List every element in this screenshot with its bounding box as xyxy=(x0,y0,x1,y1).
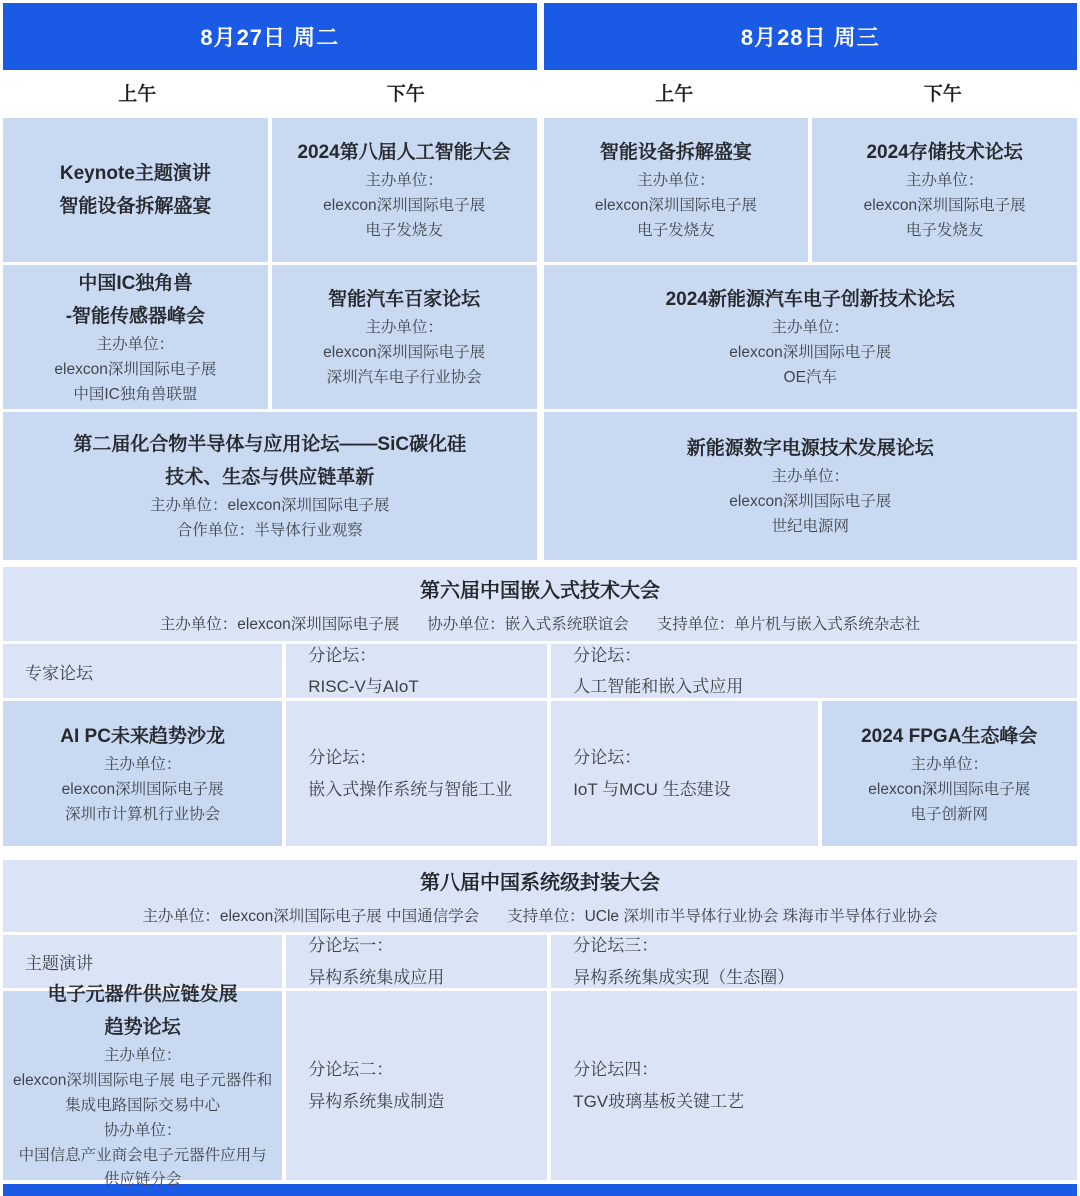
event-title: -智能传感器峰会 xyxy=(65,305,206,327)
keynote-label: 主题演讲 xyxy=(3,935,282,988)
section-organizers xyxy=(160,612,920,634)
day1-am-label: 上午 xyxy=(118,84,157,105)
embedded-expert-forum-row xyxy=(3,644,1077,698)
embedded-aipc-fpga-row xyxy=(3,701,1077,846)
event-sic-compound-semiconductor-forum xyxy=(3,412,537,560)
event-title: 智能设备拆解盛宴 xyxy=(599,142,752,164)
event-title: 中国IC独角兽 xyxy=(78,272,193,294)
event-title: 新能源数字电源技术发展论坛 xyxy=(686,438,934,460)
event-organizer: elexcon深圳国际电子展 xyxy=(868,780,1031,798)
subforum-iot-mcu xyxy=(551,701,817,846)
subforum-topic: 嵌入式操作系统与智能工业 xyxy=(308,779,513,799)
subforum-embedded-os xyxy=(286,701,547,846)
event-title: 2024 FPGA生态峰会 xyxy=(861,725,1038,747)
section-organizer: 主办单位：elexcon深圳国际电子展 xyxy=(159,616,400,633)
section-organizer: 协办单位：嵌入式系统联谊会 xyxy=(427,616,629,633)
event-organizer: 深圳市计算机行业协会 xyxy=(65,805,221,823)
event-organizer: 主办单位： xyxy=(637,172,715,190)
day1-header: 8月27日 周二 xyxy=(3,3,537,70)
event-organizer: elexcon深圳国际电子展 电子元器件和集成电路国际交易中心 xyxy=(13,1072,273,1114)
event-organizer: elexcon深圳国际电子展 xyxy=(323,197,486,215)
event-title: 智能汽车百家论坛 xyxy=(328,289,481,311)
event-ai-pc-salon xyxy=(3,701,282,846)
event-organizer: 主办单位：elexcon深圳国际电子展 xyxy=(150,497,390,515)
subforum-label: 分论坛一： xyxy=(308,936,394,956)
event-organizer: 电子发烧友 xyxy=(637,222,715,240)
subforum-label: 分论坛三： xyxy=(573,936,659,956)
event-storage-forum xyxy=(812,118,1077,262)
subforum-1-hetero-integration-apps xyxy=(286,935,547,988)
day2-am-label: 上午 xyxy=(655,84,694,105)
event-organizer: 主办单位： xyxy=(905,172,984,190)
event-ic-unicorn-sensor-summit xyxy=(3,265,268,409)
event-organizer: 主办单位： xyxy=(365,172,443,190)
subforum-label: 分论坛四： xyxy=(573,1060,659,1080)
subforum-topic: 异构系统集成实现（生态圈） xyxy=(573,967,795,987)
subforum-4-tgv-glass-substrate xyxy=(551,991,1077,1180)
subforum-3-hetero-integration-ecosystem xyxy=(551,935,1077,988)
event-device-teardown xyxy=(544,118,809,262)
event-organizer: 主办单位： xyxy=(771,468,849,486)
event-ai-conference xyxy=(272,118,537,262)
section-organizers xyxy=(142,904,937,926)
event-smart-car-forum xyxy=(272,265,537,409)
subforum-label: 分论坛： xyxy=(308,645,377,665)
agenda-row-3 xyxy=(3,412,1077,560)
section-organizer: 主办单位：elexcon深圳国际电子展 中国通信学会 xyxy=(142,908,480,925)
event-organizer: 中国IC独角兽联盟 xyxy=(73,385,198,403)
section-title: 第八届中国系统级封装大会 xyxy=(420,872,660,894)
event-title: Keynote主题演讲 xyxy=(59,162,211,184)
event-title: 技术、生态与供应链革新 xyxy=(165,467,375,489)
event-organizer: elexcon深圳国际电子展 xyxy=(54,360,217,378)
event-title: AI PC未来趋势沙龙 xyxy=(60,725,225,747)
agenda-row-2 xyxy=(3,265,1077,409)
event-organizer: 深圳汽车电子行业协会 xyxy=(326,369,482,387)
sip-last-row xyxy=(3,983,1077,1189)
event-title: 趋势论坛 xyxy=(104,1017,181,1039)
day-header-row xyxy=(3,3,1077,70)
event-title: 电子元器件供应链发展 xyxy=(47,983,238,1005)
event-title: 2024第八届人工智能大会 xyxy=(297,142,511,164)
subforum-2-hetero-integration-manufacturing xyxy=(286,991,547,1180)
event-title: 2024存储技术论坛 xyxy=(866,142,1023,164)
event-nev-electronics-forum xyxy=(544,265,1078,409)
event-organizer: 电子发烧友 xyxy=(905,222,984,240)
day1-pm-label: 下午 xyxy=(386,84,425,105)
event-organizer: 协办单位： xyxy=(103,1121,182,1139)
event-organizer: elexcon深圳国际电子展 xyxy=(61,780,224,798)
subforum-label: 分论坛： xyxy=(308,748,377,768)
agenda-row-1 xyxy=(3,118,1077,262)
embedded-conference-section xyxy=(3,567,1077,641)
event-component-supply-chain-forum xyxy=(3,983,282,1189)
event-organizer: 电子创新网 xyxy=(910,805,989,823)
event-title: 第二届化合物半导体与应用论坛——SiC碳化硅 xyxy=(73,433,467,455)
event-organizer: 主办单位： xyxy=(103,755,182,773)
day2-header: 8月28日 周三 xyxy=(544,3,1078,70)
expert-forum-label: 专家论坛 xyxy=(3,644,282,698)
event-organizer: 主办单位： xyxy=(771,319,849,337)
event-organizer: elexcon深圳国际电子展 xyxy=(729,344,892,362)
event-fpga-summit xyxy=(822,701,1077,846)
event-organizer: 主办单位： xyxy=(910,755,989,773)
event-organizer: elexcon深圳国际电子展 xyxy=(729,493,892,511)
event-organizer: 主办单位： xyxy=(103,1047,182,1065)
event-organizer: 主办单位： xyxy=(96,336,175,354)
event-organizer: 世纪电源网 xyxy=(771,518,849,536)
event-digital-power-forum xyxy=(544,412,1078,560)
day2-pm-label: 下午 xyxy=(923,84,962,105)
subforum-topic: TGV玻璃基板关键工艺 xyxy=(573,1091,745,1111)
subforum-topic: 人工智能和嵌入式应用 xyxy=(573,677,744,696)
event-organizer: elexcon深圳国际电子展 xyxy=(323,344,486,362)
event-organizer: OE汽车 xyxy=(783,369,837,387)
subforum-riscv-aiot xyxy=(286,644,547,698)
subforum-topic: 异构系统集成应用 xyxy=(308,967,445,987)
event-organizer: 合作单位：半导体行业观察 xyxy=(176,522,363,540)
event-keynote-teardown xyxy=(3,118,268,262)
event-organizer: 中国信息产业商会电子元器件应用与供应链分会 xyxy=(18,1146,267,1189)
sip-conference-header xyxy=(3,860,1077,932)
event-title: 2024新能源汽车电子创新技术论坛 xyxy=(665,289,955,311)
event-organizer: 主办单位： xyxy=(365,319,443,337)
sip-conference-section xyxy=(3,860,1077,932)
subforum-topic: RISC-V与AIoT xyxy=(308,677,419,696)
subforum-label: 分论坛二： xyxy=(308,1060,394,1080)
subforum-topic: IoT 与MCU 生态建设 xyxy=(573,779,731,799)
subforum-topic: 异构系统集成制造 xyxy=(308,1091,445,1111)
event-organizer: 电子发烧友 xyxy=(365,222,443,240)
section-title: 第六届中国嵌入式技术大会 xyxy=(420,580,660,602)
section-organizer: 支持单位：单片机与嵌入式系统杂志社 xyxy=(656,616,921,633)
subforum-label: 分论坛： xyxy=(573,748,642,768)
ampm-label-row xyxy=(3,70,1077,115)
embedded-conference-header xyxy=(3,567,1077,641)
subforum-label: 分论坛： xyxy=(573,645,642,665)
event-title: 智能设备拆解盛宴 xyxy=(59,196,212,217)
section-organizer: 支持单位：UCle 深圳市半导体行业协会 珠海市半导体行业协会 xyxy=(507,908,938,925)
subforum-ai-embedded xyxy=(551,644,1077,698)
event-organizer: elexcon深圳国际电子展 xyxy=(594,197,757,215)
event-organizer: elexcon深圳国际电子展 xyxy=(863,197,1026,215)
